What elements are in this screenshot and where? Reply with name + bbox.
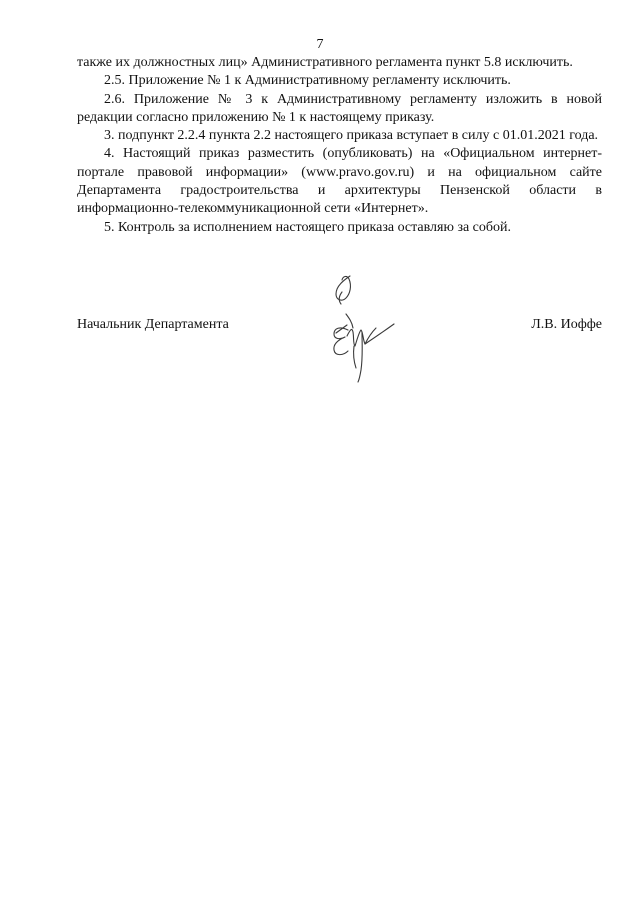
signatory-name: Л.В. Иоффе	[531, 317, 602, 332]
paragraph-5: 5. Контроль за исполнением настоящего приказа оставляю за собой.	[104, 219, 512, 235]
page-number: 7	[316, 37, 324, 52]
document-body	[77, 54, 602, 237]
paragraph-continuation: также их должностных лиц» Административного регламента пункт 5.8 исключить.	[77, 55, 573, 70]
signature-block	[77, 316, 602, 336]
paragraph-2-6: 2.6. Приложение № 3 к Административному регламенту изложить в новой редакции согласно приложению № 1 к настоящему приказу.	[77, 91, 602, 125]
signatory-position: Начальник Департамента	[77, 317, 229, 332]
paragraph-2-5: 2.5. Приложение № 1 к Административному регламенту исключить.	[104, 73, 511, 89]
paragraph-4: 4. Настоящий приказ разместить (опубликовать) на «Официальном интернет-портале правовой информации» (www.pravo.gov.ru) и на официальном сайте Департамента градостроительства и архитектуры Пензенской области в информационно-телекоммуникационной сети «Интернет».	[77, 146, 602, 217]
paragraph-3: 3. подпункт 2.2.4 пункта 2.2 настоящего приказа вступает в силу с 01.01.2021 года.	[104, 128, 599, 144]
